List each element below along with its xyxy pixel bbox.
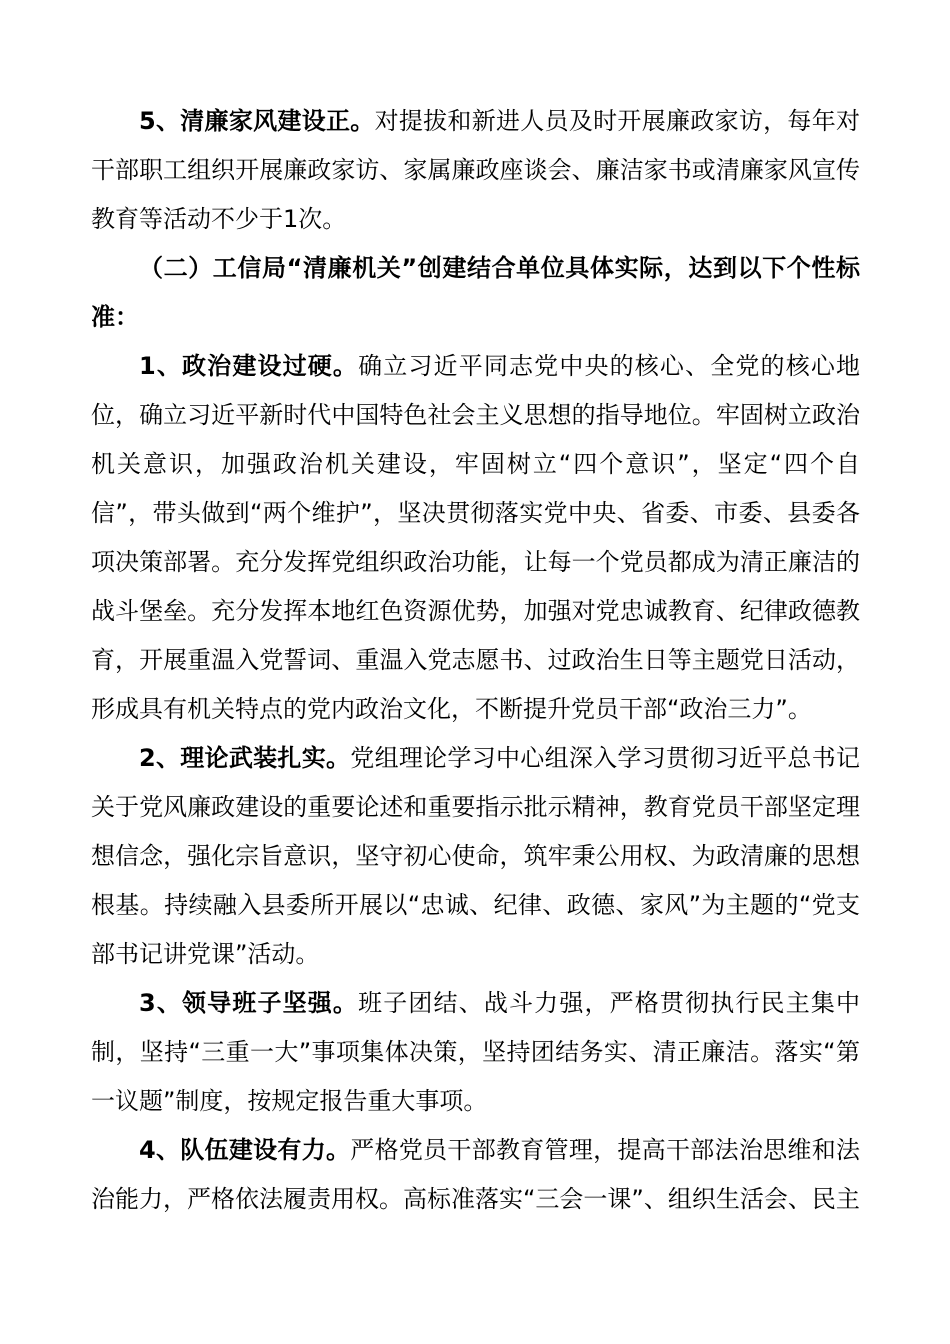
item-text: 严格党员干部教育管理，提高干部法治思维和法治能力，严格依法履责用权。高标准落实“三会一课”、组织生活会、民主 (91, 1136, 861, 1213)
section-heading: （二）工信局“清廉机关”创建结合单位具体实际，达到以下个性标准： (91, 254, 860, 331)
item-text: 确立习近平同志党中央的核心、全党的核心地位，确立习近平新时代中国特色社会主义思想的指导地位。牢固树立政治机关意识，加强政治机关建设，牢固树立“四个意识”，坚定“四个自信”，带头做到“两个维护”，坚决贯彻落实党中央、省委、市委、县委各项决策部署。充分发挥党组织政治功能，让每一个党员都成为清正廉洁的战斗堡垒。充分发挥本地红色资源优势，加强对党忠诚教育、纪律政德教育，开展重温入党誓词、重温入党志愿书、过政治生日等主题党日活动，形成具有机关特点的党内政治文化，不断提升党员干部“政治三力”。 (91, 352, 861, 723)
item-text: 对提拔和新进人员及时开展廉政家访，每年对干部职工组织开展廉政家访、家属廉政座谈会、廉洁家书或清廉家风宣传教育等活动不少于1次。 (91, 107, 860, 233)
item-lead: 4、队伍建设有力。 (139, 1136, 351, 1164)
document-body (91, 97, 860, 1224)
item-lead: 5、清廉家风建设正。 (139, 107, 375, 135)
paragraph-leadership-team (91, 979, 860, 1126)
paragraph-clean-family-style (91, 97, 860, 244)
item-text: 班子团结、战斗力强，严格贯彻执行民主集中制，坚持“三重一大”事项集体决策，坚持团结务实、清正廉洁。落实“第一议题”制度，按规定报告重大事项。 (91, 989, 861, 1115)
item-lead: 2、理论武装扎实。 (139, 744, 351, 772)
item-text: 党组理论学习中心组深入学习贯彻习近平总书记关于党风廉政建设的重要论述和重要指示批示精神，教育党员干部坚定理想信念，强化宗旨意识，坚守初心使命，筑牢秉公用权、为政清廉的思想根基。持续融入县委所开展以“忠诚、纪律、政德、家风”为主题的“党支部书记讲党课”活动。 (91, 744, 861, 968)
paragraph-political-construction (91, 342, 860, 734)
item-lead: 3、领导班子坚强。 (139, 989, 359, 1017)
paragraph-theory-arming (91, 734, 860, 979)
item-lead: 1、政治建设过硬。 (139, 352, 359, 380)
paragraph-team-building (91, 1126, 860, 1224)
